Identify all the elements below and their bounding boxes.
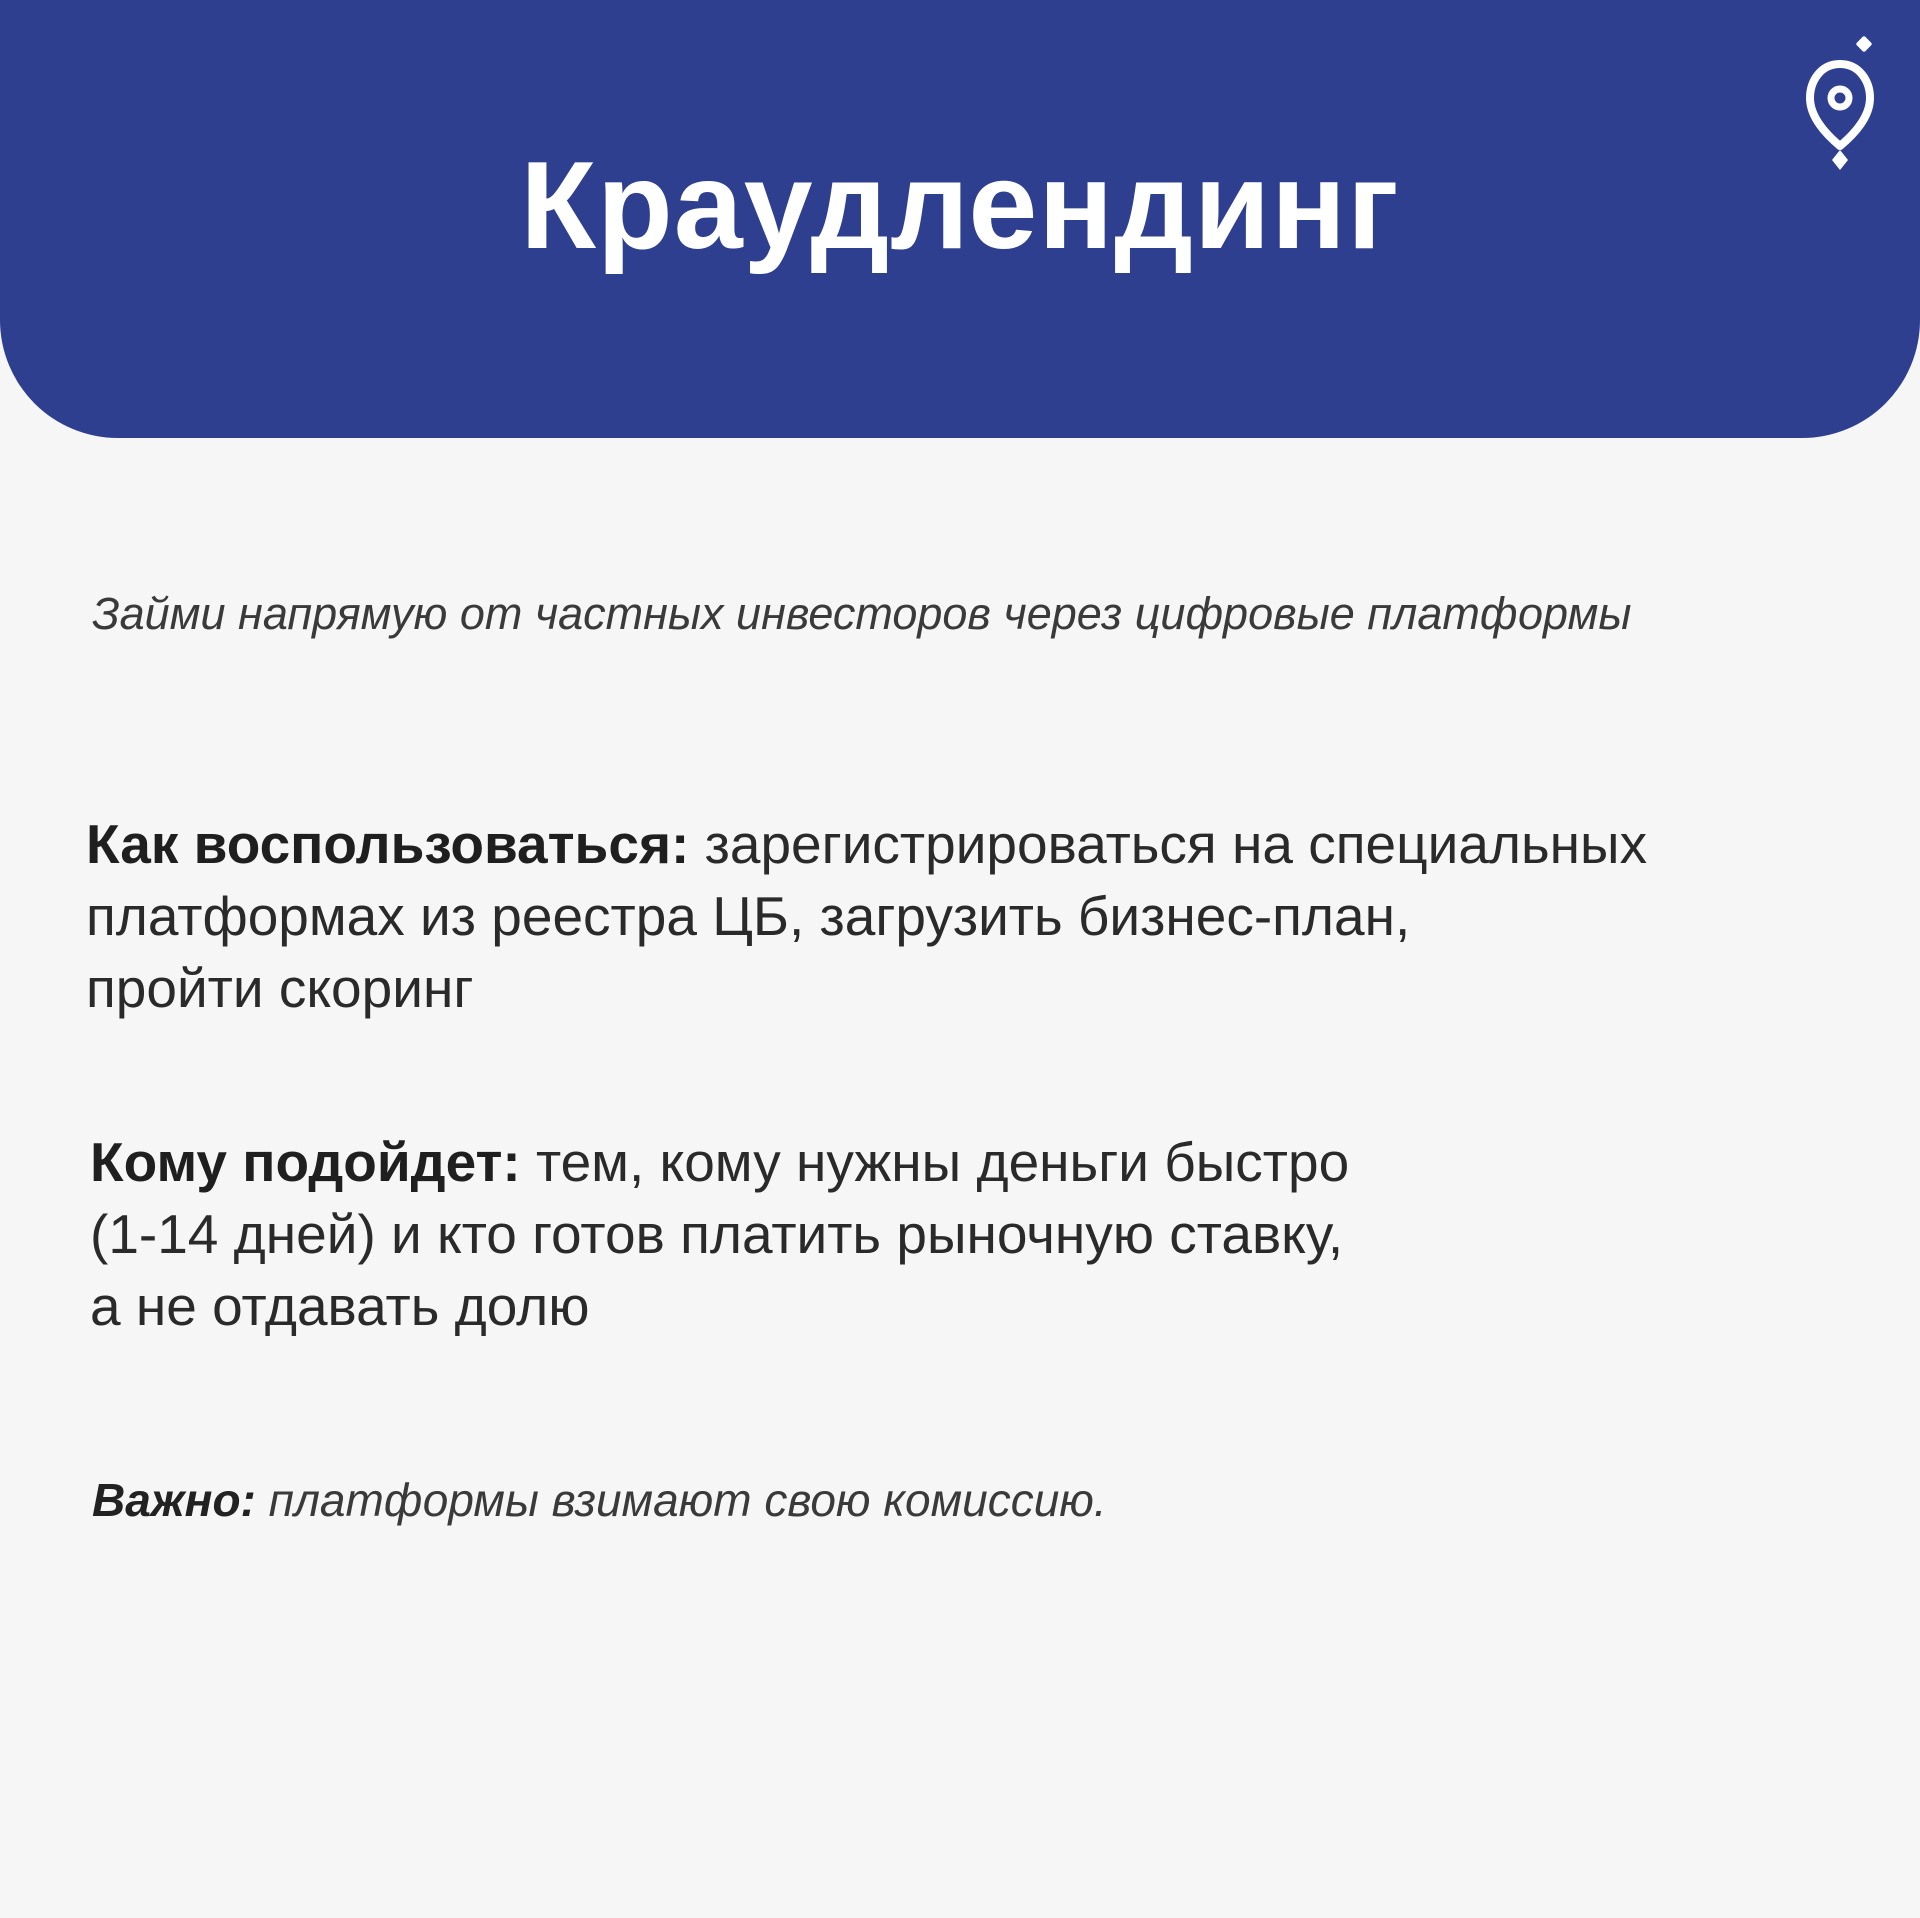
who-fits-line-1: [90, 1126, 1790, 1198]
who-fits-section: [90, 1126, 1790, 1342]
important-label: Важно:: [92, 1474, 256, 1526]
how-to-use-text-3: пройти скоринг: [86, 957, 474, 1019]
page-title: Краудлендинг: [520, 137, 1400, 275]
who-fits-text-1: тем, кому нужны деньги быстро: [520, 1131, 1350, 1193]
how-to-use-line-1: [86, 808, 1886, 880]
header-banner: [0, 0, 1920, 438]
rocket-pin-icon: [1800, 34, 1880, 170]
important-note: [92, 1470, 1792, 1530]
who-fits-text-2: (1-14 дней) и кто готов платить рыночную ставку,: [90, 1203, 1344, 1265]
who-fits-text-3: а не отдавать долю: [90, 1275, 590, 1337]
subtitle: Займи напрямую от частных инвесторов через цифровые платформы: [92, 588, 1632, 639]
how-to-use-text-2: платформах из реестра ЦБ, загрузить бизнес-план,: [86, 885, 1411, 947]
how-to-use-section: [86, 808, 1886, 1024]
how-to-use-text-1: зарегистрироваться на специальных: [689, 813, 1648, 875]
important-text: платформы взимают свою комиссию.: [255, 1474, 1107, 1526]
who-fits-label: Кому подойдет:: [90, 1131, 521, 1193]
how-to-use-label: Как воспользоваться:: [86, 813, 690, 875]
